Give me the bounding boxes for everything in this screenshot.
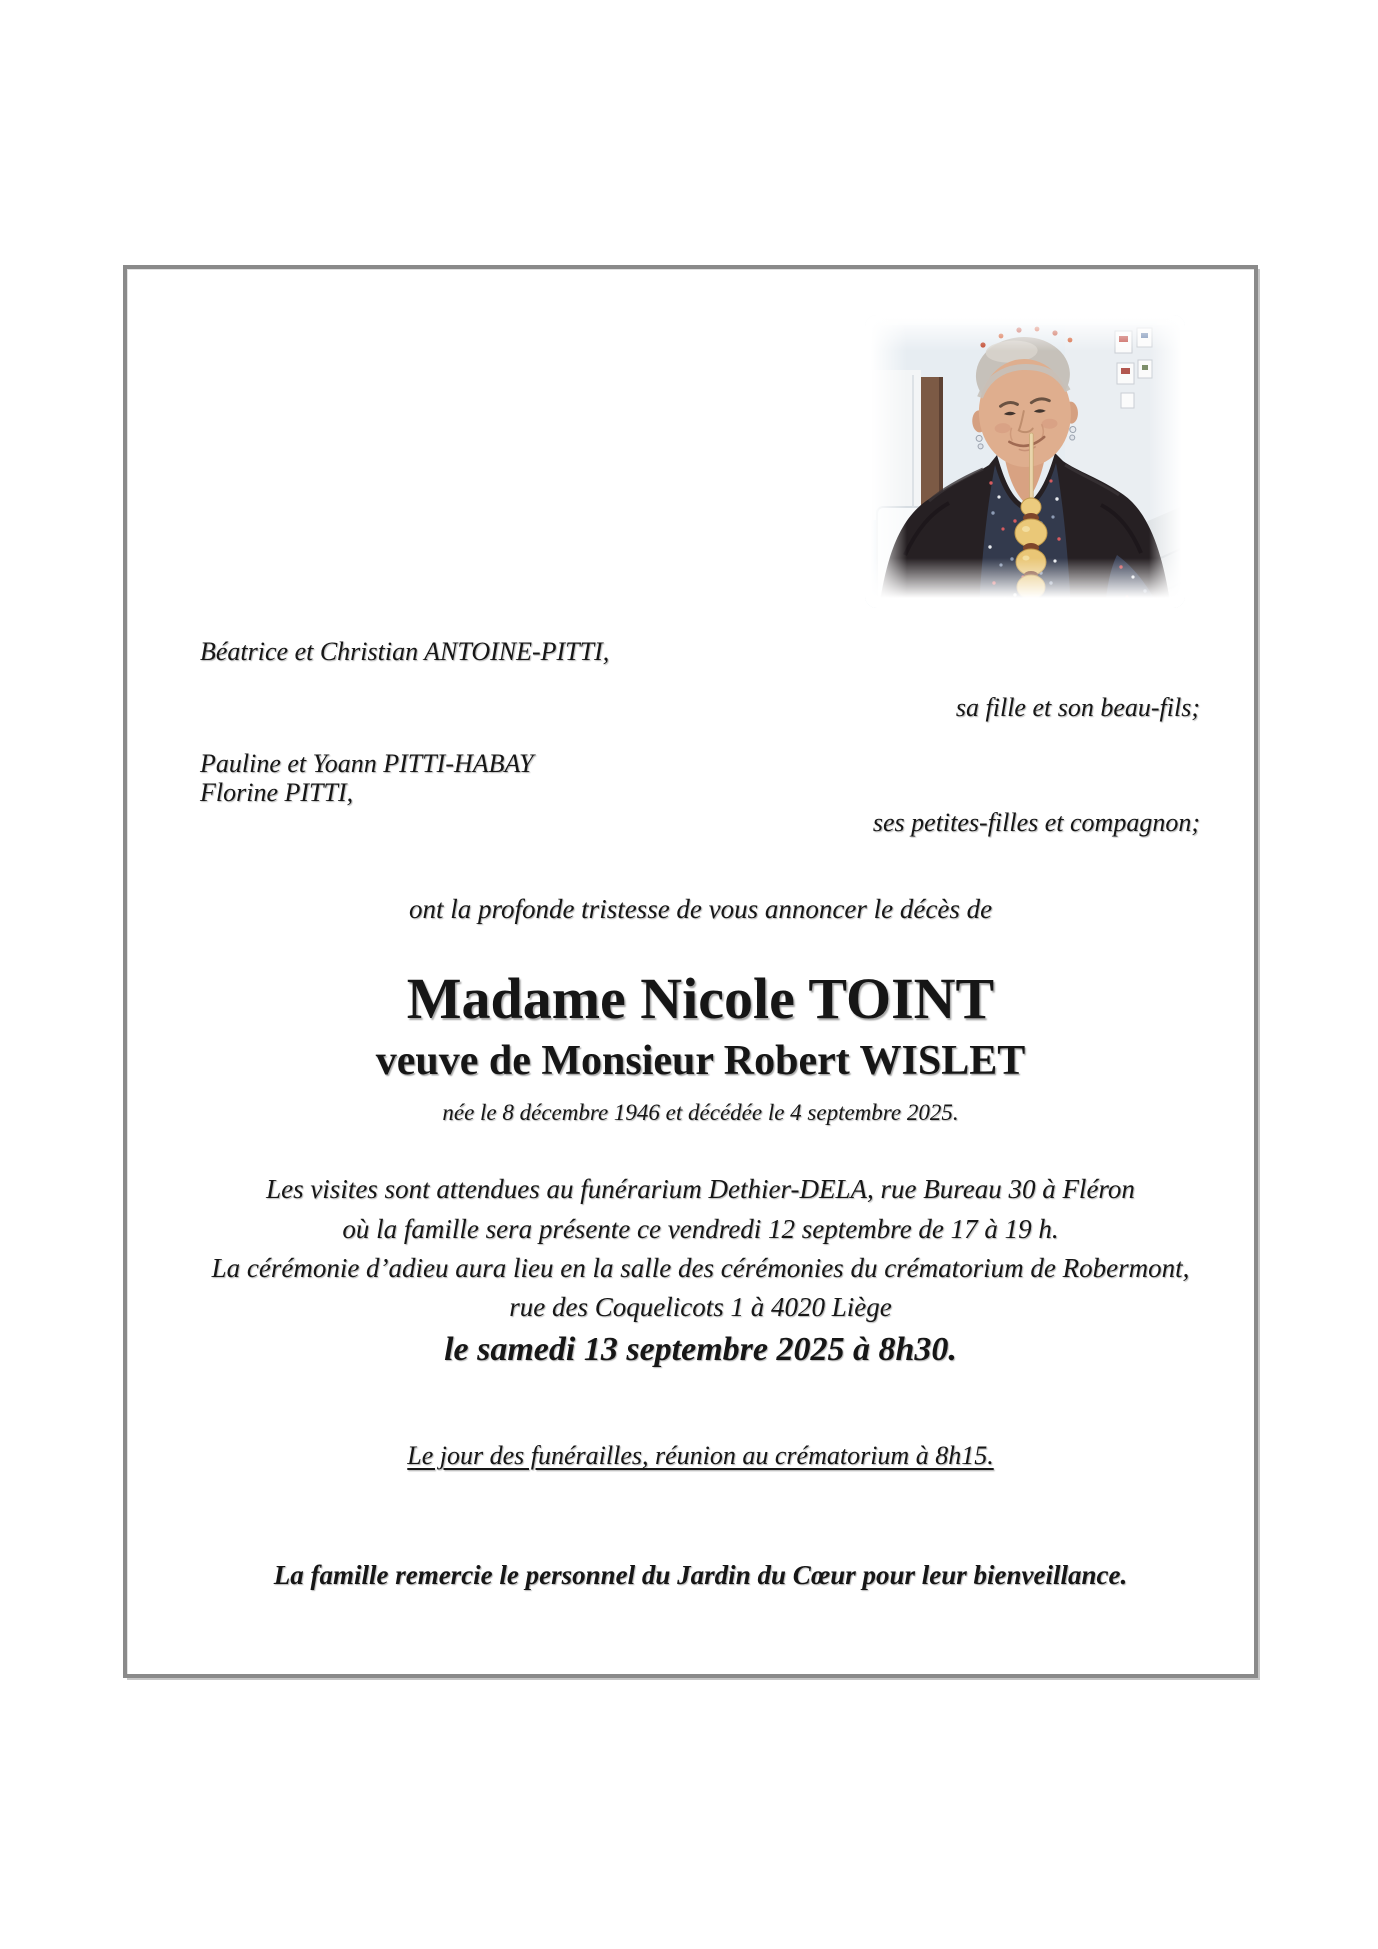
earring-left <box>976 435 982 441</box>
earring-right <box>1070 426 1076 432</box>
portrait-illustration <box>865 315 1185 608</box>
family-names-granddaughter-2: Florine PITTI, <box>200 778 354 807</box>
deceased-widow-of: veuve de Monsieur Robert WISLET <box>375 1038 1026 1084</box>
visits-line-2: où la famille sera présente ce vendredi 12 septembre de 17 à 19 h. <box>342 1214 1059 1244</box>
portrait-photo <box>865 315 1185 608</box>
funeral-meeting-note: Le jour des funérailles, réunion au crématorium à 8h15. <box>407 1441 994 1470</box>
family-names-granddaughter-1: Pauline et Yoann PITTI-HABAY <box>200 749 534 778</box>
life-dates: née le 8 décembre 1946 et décédée le 4 septembre 2025. <box>442 1100 959 1125</box>
announcement-intro: ont la profonde tristesse de vous annoncer le décès de <box>408 894 993 924</box>
ceremony-datetime: le samedi 13 septembre 2025 à 8h30. <box>444 1331 957 1368</box>
relation-daughter: sa fille et son beau-fils; <box>955 693 1200 722</box>
family-names-daughter: Béatrice et Christian ANTOINE-PITTI, <box>200 637 610 666</box>
ceremony-line-2: rue des Coquelicots 1 à 4020 Liège <box>509 1292 892 1322</box>
deceased-name: Madame Nicole TOINT <box>406 966 995 1031</box>
relation-granddaughters: ses petites-filles et compagnon; <box>872 808 1200 837</box>
family-thanks: La famille remercie le personnel du Jardin du Cœur pour leur bienveillance. <box>273 1560 1128 1590</box>
ceremony-line-1: La cérémonie d’adieu aura lieu en la salle des cérémonies du crématorium de Robermont, <box>211 1253 1190 1283</box>
visits-line-1: Les visites sont attendues au funérarium Dethier-DELA, rue Bureau 30 à Fléron <box>266 1174 1135 1204</box>
